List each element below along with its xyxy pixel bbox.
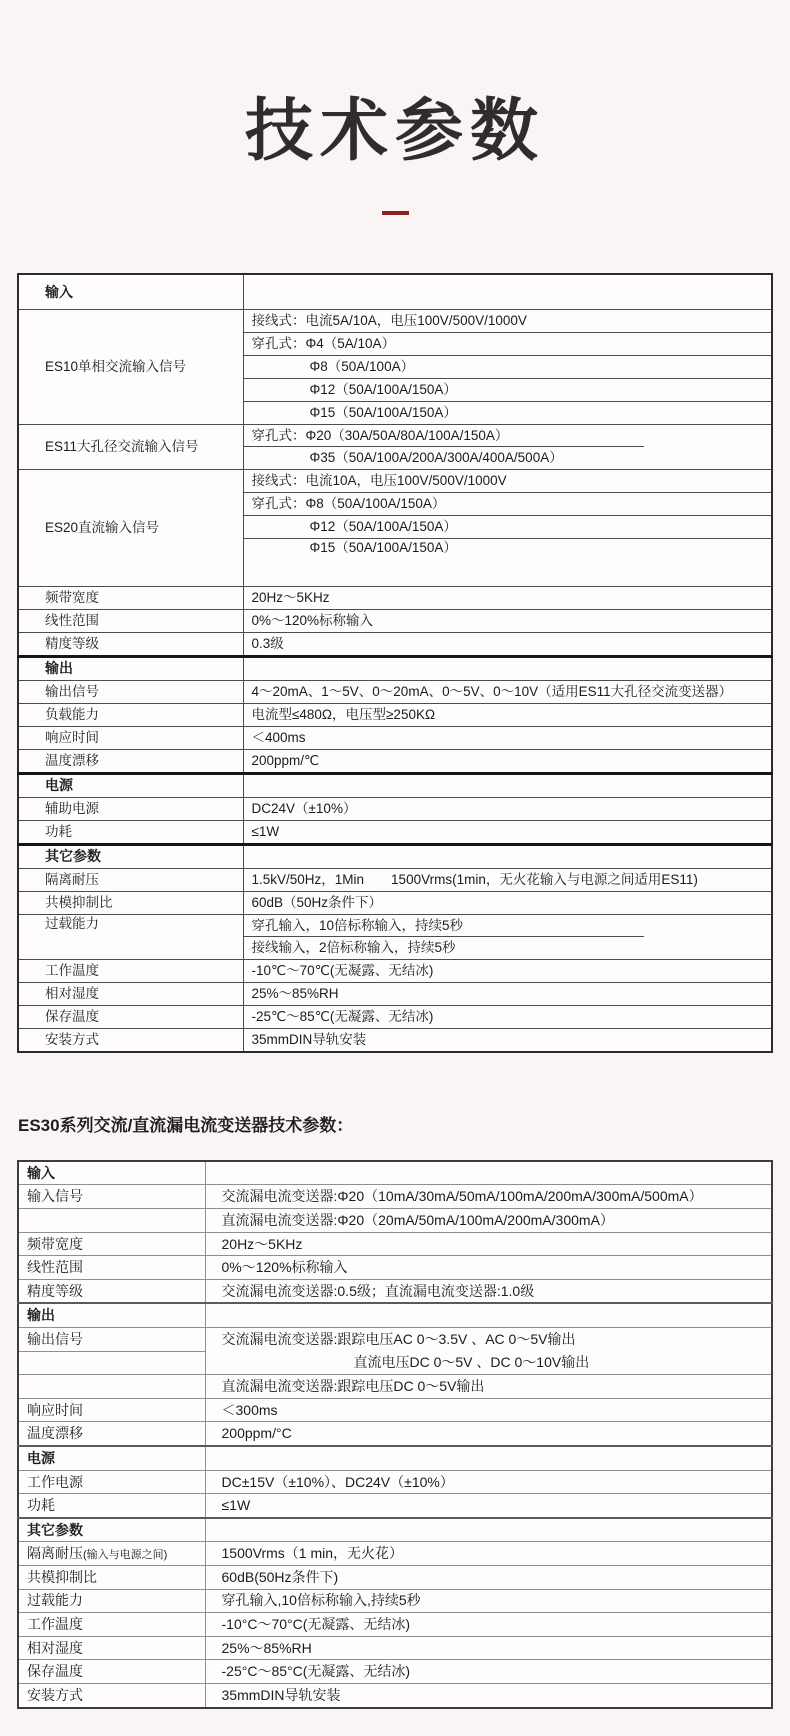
section-label: 电源 bbox=[18, 1446, 205, 1470]
param-label: 隔离耐压(输入与电源之间) bbox=[18, 1542, 205, 1566]
spec-row bbox=[18, 868, 772, 891]
param-value bbox=[205, 1303, 772, 1327]
param-value: 35mmDIN导轨安装 bbox=[243, 1028, 772, 1052]
param-label: ES10单相交流输入信号 bbox=[18, 309, 243, 424]
es10-es20-spec-table bbox=[17, 273, 773, 1053]
param-label: 保存温度 bbox=[18, 1005, 243, 1028]
param-value: ≤1W bbox=[205, 1494, 772, 1518]
spec-row bbox=[18, 1185, 772, 1209]
page-title: 技术参数 bbox=[244, 93, 545, 169]
spec-row bbox=[18, 1209, 772, 1233]
spec-row bbox=[18, 844, 772, 868]
param-value: ＜300ms bbox=[205, 1398, 772, 1422]
param-label: 共模抑制比 bbox=[18, 1565, 205, 1589]
spec-row bbox=[18, 1565, 772, 1589]
spec-row bbox=[18, 959, 772, 982]
spec-row bbox=[18, 914, 772, 937]
spec-row bbox=[18, 309, 772, 332]
param-value: 20Hz～5KHz bbox=[205, 1232, 772, 1256]
param-value: 穿孔输入,10倍标称输入,持续5秒 bbox=[205, 1589, 772, 1613]
param-value: 35mmDIN导轨安装 bbox=[205, 1683, 772, 1707]
spec-row bbox=[18, 703, 772, 726]
param-label: 保存温度 bbox=[18, 1660, 205, 1684]
param-value: 直流漏电流变送器:跟踪电压DC 0～5V输出 bbox=[205, 1375, 772, 1399]
spec-row bbox=[18, 726, 772, 749]
param-label: 负载能力 bbox=[18, 703, 243, 726]
param-value: DC24V（±10%） bbox=[243, 797, 772, 820]
param-value: 20Hz～5KHz bbox=[243, 586, 772, 609]
spec-row bbox=[18, 274, 772, 309]
param-value bbox=[243, 844, 772, 868]
param-label: 响应时间 bbox=[18, 1398, 205, 1422]
param-value: 200ppm/℃ bbox=[243, 749, 772, 773]
param-label: 功耗 bbox=[18, 820, 243, 844]
section-label: 输入 bbox=[18, 1161, 205, 1185]
spec-row bbox=[18, 1005, 772, 1028]
spec-row bbox=[18, 749, 772, 773]
param-label bbox=[18, 1209, 205, 1233]
param-value: 穿孔式：Φ4（5A/10A） bbox=[243, 332, 772, 355]
param-label: ES11大孔径交流输入信号 bbox=[18, 424, 243, 469]
param-value: 1500Vrms（1 min，无火花） bbox=[205, 1542, 772, 1566]
spec-row bbox=[18, 656, 772, 680]
param-value: 交流漏电流变送器:Φ20（10mA/30mA/50mA/100mA/200mA/300mA/500mA） bbox=[205, 1185, 772, 1209]
param-value: 接线式：电流5A/10A，电压100V/500V/1000V bbox=[243, 309, 772, 332]
es30-section-heading: ES30系列交流/直流漏电流变送器技术参数： bbox=[18, 1115, 354, 1135]
param-label: 功耗 bbox=[18, 1494, 205, 1518]
section-label: 其它参数 bbox=[18, 1518, 205, 1542]
param-value: 直流电压DC 0～5V 、DC 0～10V输出 bbox=[205, 1351, 772, 1375]
param-value: 25%～85%RH bbox=[243, 982, 772, 1005]
param-label: 输出信号 bbox=[18, 1328, 205, 1352]
param-value: -25℃～85℃(无凝露、无结冰) bbox=[243, 1005, 772, 1028]
param-value bbox=[243, 274, 772, 309]
param-value: 穿孔式：Φ20（30A/50A/80A/100A/150A） bbox=[243, 424, 772, 447]
spec-row bbox=[18, 773, 772, 797]
section-label: 其它参数 bbox=[18, 844, 243, 868]
spec-row bbox=[18, 1328, 772, 1352]
param-label: 工作温度 bbox=[18, 1613, 205, 1637]
param-value bbox=[205, 1161, 772, 1185]
param-value: 25%～85%RH bbox=[205, 1636, 772, 1660]
spec-row bbox=[18, 820, 772, 844]
param-value bbox=[205, 1446, 772, 1470]
param-label: 工作电源 bbox=[18, 1470, 205, 1494]
param-label: 相对湿度 bbox=[18, 1636, 205, 1660]
param-label: 相对湿度 bbox=[18, 982, 243, 1005]
title-divider bbox=[382, 211, 409, 215]
param-value: 200ppm/°C bbox=[205, 1422, 772, 1446]
spec-row bbox=[18, 891, 772, 914]
param-label: 温度漂移 bbox=[18, 1422, 205, 1446]
spec-row bbox=[18, 1660, 772, 1684]
param-label: 精度等级 bbox=[18, 1279, 205, 1303]
param-label: 输入信号 bbox=[18, 1185, 205, 1209]
param-value: Φ12（50A/100A/150A） bbox=[243, 515, 772, 538]
param-label: 工作温度 bbox=[18, 959, 243, 982]
param-value: -25°C～85°C(无凝露、无结冰) bbox=[205, 1660, 772, 1684]
spec-row bbox=[18, 1494, 772, 1518]
spec-row bbox=[18, 1589, 772, 1613]
section-label: 输入 bbox=[18, 274, 243, 309]
param-label bbox=[18, 1375, 205, 1399]
param-value: DC±15V（±10%）、DC24V（±10%） bbox=[205, 1470, 772, 1494]
es30-spec-table bbox=[17, 1160, 773, 1709]
spec-row bbox=[18, 1232, 772, 1256]
param-value: Φ8（50A/100A） bbox=[243, 355, 772, 378]
param-value bbox=[243, 656, 772, 680]
param-value: -10℃～70℃(无凝露、无结冰) bbox=[243, 959, 772, 982]
section-label: 输出 bbox=[18, 1303, 205, 1327]
spec-row bbox=[18, 1256, 772, 1280]
param-value: 0%～120%标称输入 bbox=[205, 1256, 772, 1280]
spec-row bbox=[18, 1398, 772, 1422]
param-value: Φ15（50A/100A/150A） bbox=[243, 538, 772, 586]
spec-row bbox=[18, 469, 772, 492]
param-label: 温度漂移 bbox=[18, 749, 243, 773]
spec-row bbox=[18, 1422, 772, 1446]
spec-row bbox=[18, 1613, 772, 1637]
spec-row bbox=[18, 1375, 772, 1399]
param-label: 精度等级 bbox=[18, 632, 243, 656]
param-value: Φ12（50A/100A/150A） bbox=[243, 378, 772, 401]
spec-row bbox=[18, 609, 772, 632]
spec-row bbox=[18, 1351, 772, 1375]
param-label: 频带宽度 bbox=[18, 586, 243, 609]
spec-row bbox=[18, 1303, 772, 1327]
param-value: 直流漏电流变送器:Φ20（20mA/50mA/100mA/200mA/300mA） bbox=[205, 1209, 772, 1233]
spec-row bbox=[18, 797, 772, 820]
param-value bbox=[243, 773, 772, 797]
param-label: 线性范围 bbox=[18, 1256, 205, 1280]
param-value: 电流型≤480Ω，电压型≥250KΩ bbox=[243, 703, 772, 726]
spec-row bbox=[18, 1542, 772, 1566]
param-label: 隔离耐压 bbox=[18, 868, 243, 891]
param-value: ≤1W bbox=[243, 820, 772, 844]
param-label: ES20直流输入信号 bbox=[18, 469, 243, 586]
param-label: 安装方式 bbox=[18, 1028, 243, 1052]
param-label-note: (输入与电源之间) bbox=[83, 1549, 168, 1562]
param-value: 60dB(50Hz条件下) bbox=[205, 1565, 772, 1589]
spec-row bbox=[18, 1028, 772, 1052]
param-value: 1.5kV/50Hz，1Min 1500Vrms(1min，无火花输入与电源之间适用ES11) bbox=[243, 868, 772, 891]
spec-row bbox=[18, 1161, 772, 1185]
param-value: 4～20mA、1～5V、0～20mA、0～5V、0～10V（适用ES11大孔径交流变送器） bbox=[243, 680, 772, 703]
param-value: 交流漏电流变送器:0.5级；直流漏电流变送器:1.0级 bbox=[205, 1279, 772, 1303]
param-value: 穿孔式：Φ8（50A/100A/150A） bbox=[243, 492, 772, 515]
param-label: 辅助电源 bbox=[18, 797, 243, 820]
section-label: 输出 bbox=[18, 656, 243, 680]
param-value: 接线输入，2倍标称输入，持续5秒 bbox=[243, 937, 772, 960]
spec-row bbox=[18, 982, 772, 1005]
param-value: ＜400ms bbox=[243, 726, 772, 749]
param-value: 0.3级 bbox=[243, 632, 772, 656]
param-value: 0%～120%标称输入 bbox=[243, 609, 772, 632]
param-label: 频带宽度 bbox=[18, 1232, 205, 1256]
param-value: 交流漏电流变送器:跟踪电压AC 0～3.5V 、AC 0～5V输出 bbox=[205, 1328, 772, 1352]
spec-row bbox=[18, 1446, 772, 1470]
param-value: Φ35（50A/100A/200A/300A/400A/500A） bbox=[243, 447, 772, 470]
param-label: 安装方式 bbox=[18, 1683, 205, 1707]
param-value: Φ15（50A/100A/150A） bbox=[243, 401, 772, 424]
spec-row bbox=[18, 1683, 772, 1707]
param-label: 响应时间 bbox=[18, 726, 243, 749]
spec-row bbox=[18, 1279, 772, 1303]
param-label bbox=[18, 1351, 205, 1375]
param-label: 输出信号 bbox=[18, 680, 243, 703]
spec-row bbox=[18, 1518, 772, 1542]
spec-row bbox=[18, 586, 772, 609]
param-value: -10°C～70°C(无凝露、无结冰) bbox=[205, 1613, 772, 1637]
param-value: 接线式：电流10A，电压100V/500V/1000V bbox=[243, 469, 772, 492]
spec-row bbox=[18, 680, 772, 703]
section-label: 电源 bbox=[18, 773, 243, 797]
param-value: 穿孔输入，10倍标称输入，持续5秒 bbox=[243, 914, 772, 937]
spec-row bbox=[18, 632, 772, 656]
spec-row bbox=[18, 424, 772, 447]
param-label: 线性范围 bbox=[18, 609, 243, 632]
spec-row bbox=[18, 1470, 772, 1494]
param-value bbox=[205, 1518, 772, 1542]
param-label: 过载能力 bbox=[18, 1589, 205, 1613]
param-value: 60dB（50Hz条件下） bbox=[243, 891, 772, 914]
param-label: 共模抑制比 bbox=[18, 891, 243, 914]
param-label: 过载能力 bbox=[18, 914, 243, 959]
